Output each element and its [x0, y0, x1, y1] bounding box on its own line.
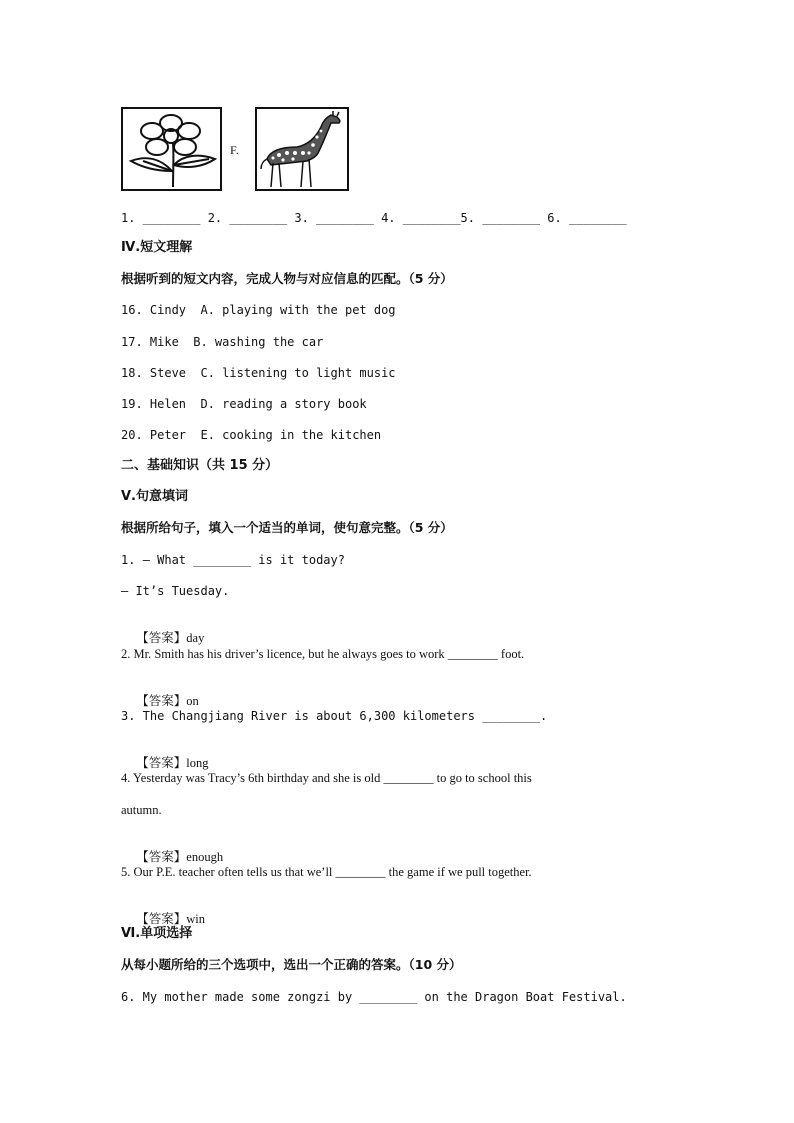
section5-title: Ⅴ.句意填词 — [121, 489, 188, 504]
question-5: 5. Our P.E. teacher often tells us that we’ll ________ the game if we pull together. — [121, 865, 532, 879]
match-item: 18. Steve C. listening to light music — [121, 366, 396, 380]
answer-label: 【答案】 — [136, 849, 187, 864]
giraffe-picture — [255, 107, 349, 191]
section4-title: Ⅳ.短文理解 — [121, 240, 193, 255]
answer-value: long — [186, 756, 209, 770]
question-1-response: — It’s Tuesday. — [121, 584, 230, 598]
flower-icon — [123, 109, 220, 189]
section4-instruction: 根据听到的短文内容，完成人物与对应信息的匹配。（5 分） — [121, 271, 453, 286]
part2-title: 二、基础知识（共 15 分） — [121, 458, 279, 473]
section6-title: Ⅵ.单项选择 — [121, 926, 193, 941]
section5-instruction: 根据所给句子，填入一个适当的单词，使句意完整。（5 分） — [121, 520, 453, 535]
match-item: 17. Mike B. washing the car — [121, 335, 324, 349]
answer-blanks-row: 1. ________ 2. ________ 3. ________ 4. ________5. ________ 6. ________ — [121, 211, 627, 225]
match-item: 16. Cindy A. playing with the pet dog — [121, 303, 396, 317]
question-4: 4. Yesterday was Tracy’s 6th birthday and she is old ________ to go to school this — [121, 771, 532, 785]
section6-instruction: 从每小题所给的三个选项中，选出一个正确的答案。（10 分） — [121, 957, 462, 972]
option-f-label: F. — [230, 143, 239, 157]
answer-value: day — [186, 631, 205, 645]
answer-label: 【答案】 — [136, 755, 187, 770]
answer-label: 【答案】 — [136, 911, 187, 926]
question-2: 2. Mr. Smith has his driver’s licence, but he always goes to work ________ foot. — [121, 647, 525, 661]
question-6: 6. My mother made some zongzi by ________ on the Dragon Boat Festival. — [121, 990, 627, 1004]
answer-label: 【答案】 — [136, 693, 187, 708]
answer-value: on — [186, 694, 199, 708]
question-4-continued: autumn. — [121, 803, 162, 817]
answer-value: win — [186, 912, 206, 926]
question-1: 1. — What ________ is it today? — [121, 553, 345, 567]
match-item: 19. Helen D. reading a story book — [121, 397, 367, 411]
flower-picture — [121, 107, 222, 191]
giraffe-icon — [257, 109, 347, 189]
answer-value: enough — [186, 850, 224, 864]
question-3: 3. The Changjiang River is about 6,300 kilometers ________. — [121, 709, 548, 723]
match-item: 20. Peter E. cooking in the kitchen — [121, 428, 382, 442]
answer-label: 【答案】 — [136, 630, 187, 645]
